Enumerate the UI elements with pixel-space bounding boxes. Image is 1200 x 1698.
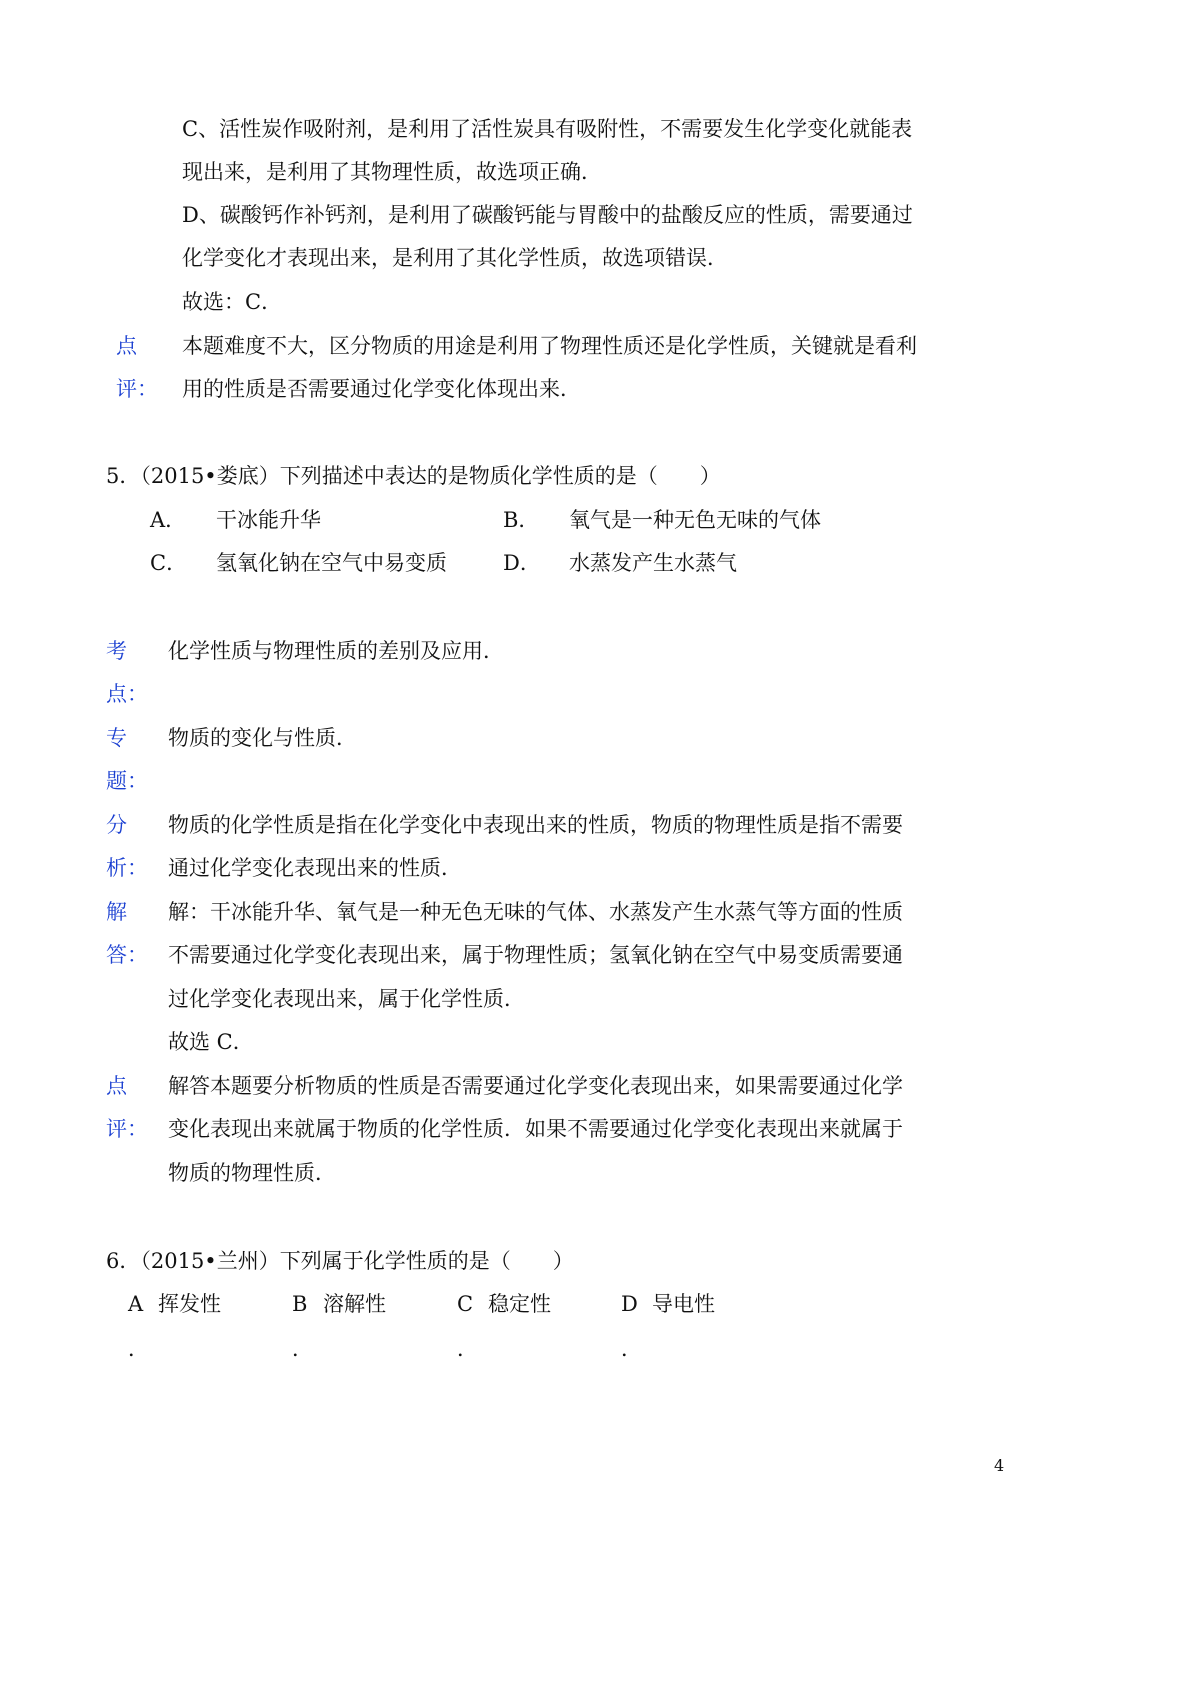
q6-option-text: 溶解性 [323, 1292, 386, 1316]
q5-section-label: 分 [106, 813, 127, 837]
q5-option-key: D． [503, 551, 541, 575]
q5-section-line: 变化表现出来就属于物质的化学性质．如果不需要通过化学变化表现出来就属于 [168, 1117, 903, 1141]
q4-explanation-line: C、活性炭作吸附剂，是利用了活性炭具有吸附性，不需要发生化学变化就能表 [182, 117, 913, 141]
q4-comment-line: 本题难度不大，区分物质的用途是利用了物理性质还是化学性质，关键就是看利 [182, 334, 917, 358]
q4-explanation-line: D、碳酸钙作补钙剂，是利用了碳酸钙能与胃酸中的盐酸反应的性质，需要通过 [182, 203, 913, 227]
q5-section-label: 答： [106, 943, 148, 967]
q4-explanation-line: 现出来，是利用了其物理性质，故选项正确． [182, 160, 602, 184]
q5-section-line: 通过化学变化表现出来的性质． [168, 856, 462, 880]
q5-option-key: B． [503, 508, 540, 532]
q6-option-key: D [621, 1292, 638, 1316]
q5-section-line: 解答本题要分析物质的性质是否需要通过化学变化表现出来，如果需要通过化学 [168, 1074, 903, 1098]
q5-section-label: 评： [106, 1117, 148, 1141]
q5-section-label: 解 [106, 900, 127, 924]
q5-option-text: 氧气是一种无色无味的气体 [569, 508, 821, 532]
q5-section-line: 过化学变化表现出来，属于化学性质． [168, 987, 525, 1011]
page-number: 4 [994, 1456, 1005, 1475]
q5-section-line: 化学性质与物理性质的差别及应用． [168, 639, 504, 663]
q5-option-text: 干冰能升华 [216, 508, 321, 532]
q6-option-text: 导电性 [652, 1292, 715, 1316]
q4-comment-line: 用的性质是否需要通过化学变化体现出来． [182, 377, 581, 401]
q6-option-key: C [457, 1292, 474, 1316]
q5-section-line: 解：干冰能升华、氧气是一种无色无味的气体、水蒸发产生水蒸气等方面的性质 [168, 900, 903, 924]
q6-stem: 6．（2015•兰州）下列属于化学性质的是（ ） [106, 1249, 574, 1273]
q5-section-label: 点： [106, 682, 148, 706]
q6-option-key: A [128, 1292, 144, 1316]
q6-option-text: 挥发性 [158, 1292, 221, 1316]
q5-stem: 5．（2015•娄底）下列描述中表达的是物质化学性质的是（ ） [106, 464, 721, 488]
q5-option-text: 氢氧化钠在空气中易变质 [216, 551, 447, 575]
q5-section-line: 物质的物理性质． [168, 1161, 336, 1185]
q6-option-dot: ． [128, 1337, 149, 1361]
q6-option-key: B [292, 1292, 308, 1316]
q5-section-label: 考 [106, 639, 127, 663]
q4-comment-label: 评： [116, 377, 158, 401]
q5-section-line: 不需要通过化学变化表现出来，属于物理性质；氢氧化钠在空气中易变质需要通 [168, 943, 903, 967]
q5-section-label: 专 [106, 726, 127, 750]
q5-section-label: 点 [106, 1074, 127, 1098]
q4-comment-label: 点 [116, 334, 137, 358]
q6-option-dot: ． [621, 1337, 642, 1361]
q6-option-dot: ． [457, 1337, 478, 1361]
q5-section-label: 题： [106, 769, 148, 793]
q6-option-text: 稳定性 [488, 1292, 551, 1316]
q5-option-text: 水蒸发产生水蒸气 [569, 551, 737, 575]
q6-option-dot: ． [292, 1337, 313, 1361]
q5-answer: 故选 C． [168, 1030, 254, 1054]
q5-section-line: 物质的变化与性质． [168, 726, 357, 750]
q5-section-label: 析： [106, 856, 148, 880]
q4-answer: 故选：C． [182, 290, 283, 314]
q5-option-key: C． [150, 551, 188, 575]
q4-explanation-line: 化学变化才表现出来，是利用了其化学性质，故选项错误． [182, 246, 728, 270]
q5-section-line: 物质的化学性质是指在化学变化中表现出来的性质，物质的物理性质是指不需要 [168, 813, 903, 837]
q5-option-key: A． [150, 508, 187, 532]
